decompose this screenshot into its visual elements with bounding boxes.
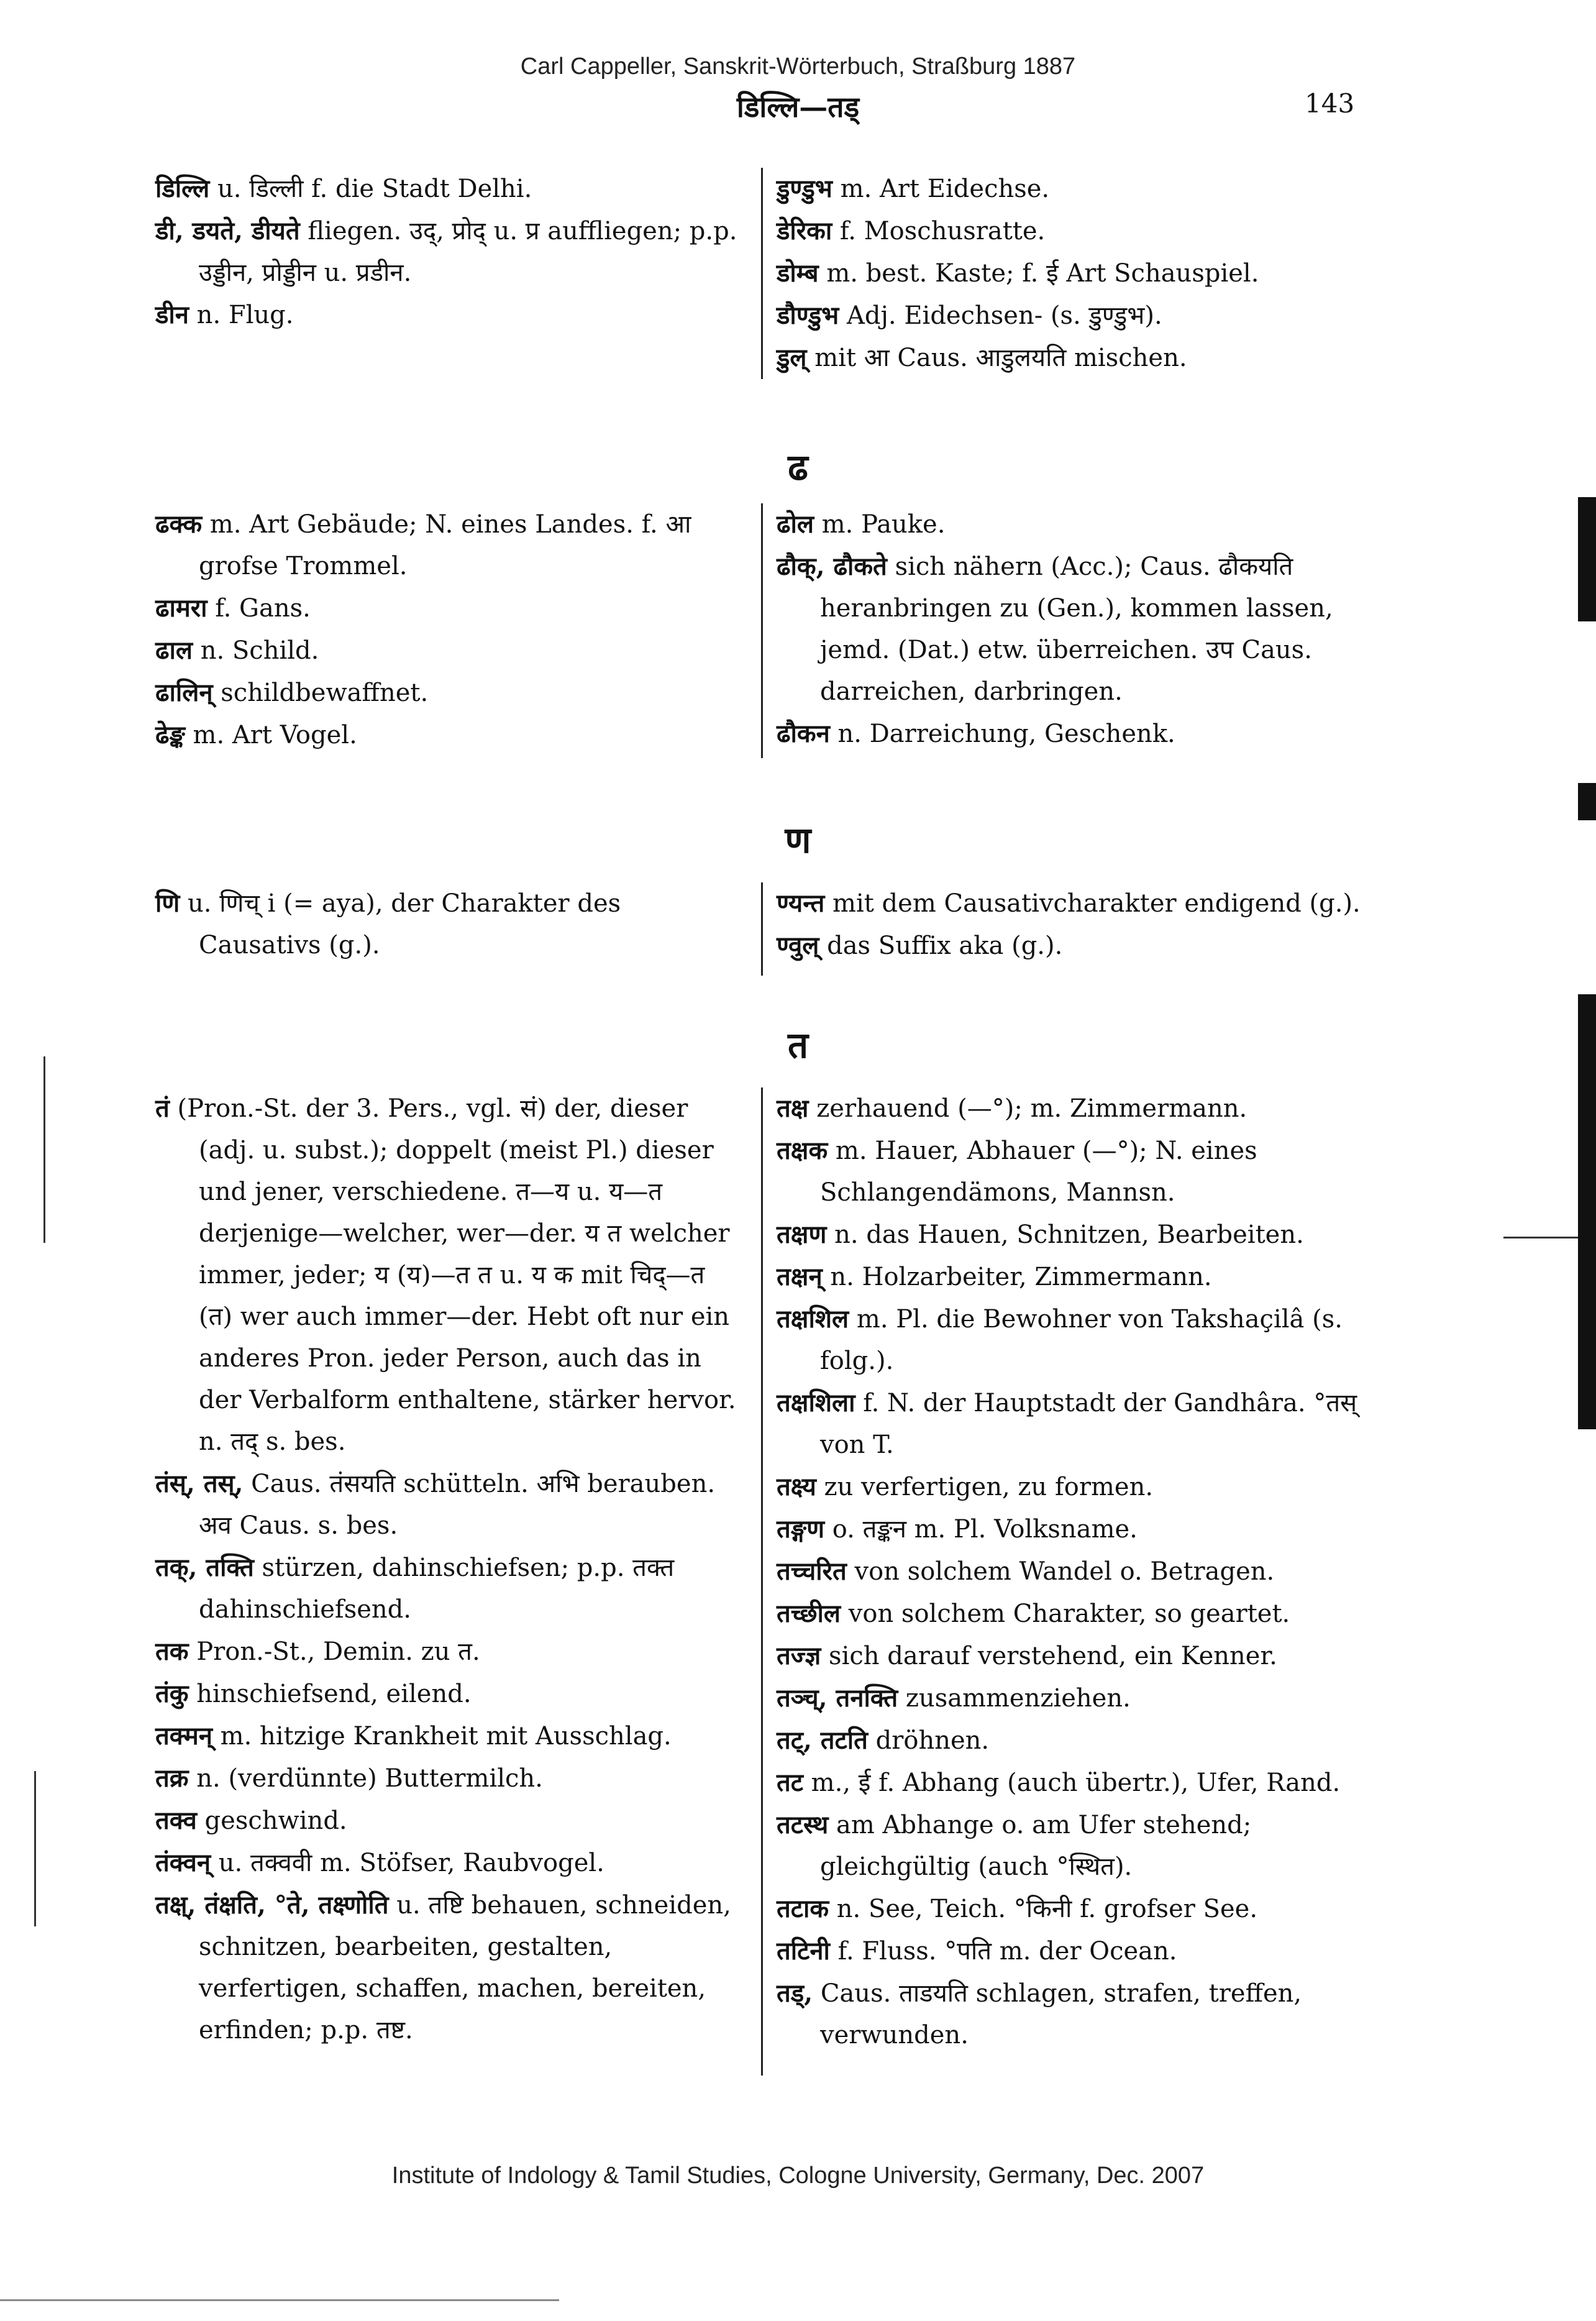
- dictionary-entry: [155, 294, 746, 336]
- dictionary-entry: [777, 210, 1367, 252]
- headword: तक्, तक्ति: [155, 1553, 254, 1582]
- dictionary-entry: [155, 1547, 746, 1631]
- definition: f. Gans.: [207, 594, 311, 623]
- definition: f. Fluss. °पति m. der Ocean.: [829, 1937, 1177, 1966]
- right-column: [777, 882, 1367, 967]
- headword: तंक्वन्: [155, 1848, 211, 1877]
- footer-institution: Institute of Indology & Tamil Studies, Cologne University, Germany, Dec. 2007: [391, 2163, 1205, 2189]
- headword: ढामरा: [155, 593, 207, 623]
- dictionary-entry: [777, 1087, 1367, 1130]
- column-divider: [761, 503, 763, 758]
- definition: m. Pl. die Bewohner von Takshaçilâ (s. folg.).: [820, 1305, 1343, 1375]
- headword: णि: [155, 889, 180, 918]
- definition: mit dem Causativcharakter endigend (g.).: [824, 889, 1361, 918]
- dictionary-entry: [777, 1677, 1367, 1719]
- dictionary-entry: [777, 295, 1367, 337]
- definition: n. Darreichung, Geschenk.: [829, 720, 1175, 748]
- dictionary-entry: [777, 713, 1367, 755]
- section-heading-dha: ढ: [788, 446, 808, 488]
- dictionary-entry: [777, 1130, 1367, 1214]
- definition: u. तष्टि behauen, schneiden, schnitzen, bearbeiten, gestalten, verfertigen, schaffen, machen, bereiten, erfinden; p.p. तष्ट.: [199, 1891, 731, 2044]
- section-heading-nna: ण: [785, 819, 811, 861]
- section-dha: [155, 503, 1367, 764]
- headword: तक्षक: [777, 1136, 828, 1165]
- headword: तक्षशिल: [777, 1304, 849, 1334]
- dictionary-entry: [777, 1298, 1367, 1382]
- headword: डुल्: [777, 343, 807, 372]
- dictionary-entry: [777, 168, 1367, 210]
- headword: तटस्थ: [777, 1810, 829, 1839]
- definition: n. Schild.: [193, 636, 319, 665]
- definition: von solchem Charakter, so geartet.: [841, 1600, 1290, 1628]
- headword: ण्वुल्: [777, 931, 819, 960]
- definition: von solchem Wandel o. Betragen.: [846, 1557, 1275, 1586]
- dictionary-entry: [155, 1631, 746, 1673]
- headword: तक: [155, 1637, 189, 1666]
- definition: m. best. Kaste; f. ई Art Schauspiel.: [818, 259, 1259, 288]
- dictionary-entry: [777, 1930, 1367, 1972]
- definition: n. Holzarbeiter, Zimmermann.: [822, 1263, 1212, 1291]
- definition: n. (verdünnte) Buttermilch.: [188, 1764, 543, 1793]
- dictionary-entry: [155, 168, 746, 210]
- column-divider: [761, 882, 763, 976]
- dictionary-entry: [777, 1256, 1367, 1298]
- dictionary-entry: [777, 882, 1367, 925]
- dictionary-entry: [155, 1463, 746, 1547]
- column-divider: [761, 1087, 763, 2076]
- dictionary-entry: [777, 1550, 1367, 1593]
- dictionary-entry: [155, 714, 746, 756]
- margin-scan-mark: [34, 1771, 36, 1926]
- scan-edge-bar: [1578, 783, 1596, 820]
- definition: geschwind.: [196, 1806, 347, 1835]
- headword: तक्व: [155, 1806, 197, 1835]
- dictionary-entry: [777, 1972, 1367, 2056]
- definition: m. hitzige Krankheit mit Ausschlag.: [212, 1722, 672, 1751]
- section-heading-ta: त: [787, 1024, 809, 1066]
- definition: zerhauend (—°); m. Zimmermann.: [808, 1094, 1247, 1123]
- definition: das Suffix aka (g.).: [819, 932, 1063, 960]
- definition: m. Art Eidechse.: [832, 175, 1050, 203]
- definition: schildbewaffnet.: [212, 679, 429, 707]
- running-head: डिल्लि—तड्: [736, 90, 860, 124]
- definition: sich darauf verstehend, ein Kenner.: [821, 1642, 1277, 1670]
- left-column: [155, 168, 746, 336]
- definition: m. Pauke.: [814, 510, 946, 539]
- dictionary-entry: [777, 1593, 1367, 1635]
- definition: Adj. Eidechsen- (s. डुण्डुभ).: [839, 301, 1162, 330]
- definition: m. Art Gebäude; N. eines Landes. f. आ grofse Trommel.: [199, 510, 691, 580]
- definition: Caus. तंसयति schütteln. अभि berauben. अव Caus. s. bes.: [199, 1470, 716, 1540]
- headword: तक्मन्: [155, 1721, 212, 1751]
- page-number: 143: [1305, 88, 1355, 119]
- definition: sich nähern (Acc.); Caus. ढौकयति heranbringen zu (Gen.), kommen lassen, jemd. (Dat.) etw. überreichen. उप Caus. darreichen, darbringen.: [820, 552, 1333, 706]
- right-column: [777, 1087, 1367, 2056]
- definition: f. N. der Hauptstadt der Gandhâra. °तस् von T.: [820, 1389, 1357, 1459]
- headword: ढौकन: [777, 719, 830, 748]
- definition: Pron.-St., Demin. zu त.: [188, 1637, 480, 1666]
- dictionary-entry: [155, 1757, 746, 1800]
- dictionary-entry: [155, 1800, 746, 1842]
- headword: ढाल: [155, 636, 193, 665]
- headword: डेरिका: [777, 216, 832, 245]
- definition: hinschiefsend, eilend.: [188, 1680, 472, 1708]
- headword: तक्षन्: [777, 1262, 823, 1291]
- headword: तटाक: [777, 1894, 829, 1923]
- right-column: [777, 168, 1367, 379]
- headword: तज्ज्ञ: [777, 1641, 821, 1670]
- headword: तं: [155, 1094, 170, 1123]
- headword: तंकु: [155, 1679, 189, 1708]
- scan-edge-bar: [1578, 497, 1596, 621]
- headword: डौण्डुभ: [777, 301, 839, 330]
- headword: तंस्, तस्,: [155, 1469, 244, 1498]
- dictionary-entry: [155, 1715, 746, 1757]
- headword: तक्षशिला: [777, 1388, 855, 1417]
- definition: m. Art Vogel.: [185, 721, 357, 749]
- headword: तक्ष्य: [777, 1472, 816, 1501]
- definition: am Abhange o. am Ufer stehend; gleichgültig (auch °स्थित).: [820, 1811, 1252, 1881]
- headword: तक्र: [155, 1764, 189, 1793]
- margin-scan-mark: [0, 2299, 559, 2301]
- definition: zu verfertigen, zu formen.: [816, 1473, 1154, 1501]
- headword: तञ्च्, तनक्ति: [777, 1683, 898, 1713]
- left-column: [155, 1087, 746, 2051]
- headword: डिल्लि: [155, 174, 210, 203]
- dictionary-entry: [155, 210, 746, 294]
- definition: mit आ Caus. आडुलयति mischen.: [806, 344, 1187, 372]
- dictionary-entry: [777, 1635, 1367, 1677]
- dictionary-entry: [155, 1673, 746, 1715]
- headword: तङ्गण: [777, 1514, 825, 1544]
- dictionary-entry: [777, 1762, 1367, 1804]
- definition: f. Moschusratte.: [832, 217, 1046, 245]
- dictionary-entry: [777, 1382, 1367, 1466]
- headword: डुण्डुभ: [777, 174, 832, 203]
- dictionary-entry: [155, 1087, 746, 1463]
- dictionary-entry: [777, 1804, 1367, 1888]
- headword: तटिनी: [777, 1936, 830, 1966]
- definition: o. तङ्कन m. Pl. Volksname.: [824, 1515, 1138, 1544]
- section-da: [155, 168, 1367, 391]
- definition: u. डिल्ली f. die Stadt Delhi.: [209, 175, 532, 203]
- headword: ढालिन्: [155, 678, 213, 707]
- headword: डोम्ब: [777, 259, 819, 288]
- scan-edge-bar: [1578, 994, 1596, 1429]
- headword: तच्छील: [777, 1599, 841, 1628]
- headword: तड्,: [777, 1979, 813, 2008]
- dictionary-entry: [777, 503, 1367, 546]
- dictionary-entry: [155, 629, 746, 672]
- dictionary-entry: [155, 1884, 746, 2051]
- headword: ढक्क: [155, 510, 203, 539]
- dictionary-entry: [777, 252, 1367, 295]
- definition: m. Hauer, Abhauer (—°); N. eines Schlangendämons, Mannsn.: [820, 1137, 1257, 1207]
- dictionary-entry: [777, 1719, 1367, 1762]
- definition: stürzen, dahinschiefsen; p.p. तक्त dahinschiefsend.: [199, 1554, 675, 1624]
- section-ta: [155, 1087, 1367, 2082]
- headword: ढोल: [777, 510, 814, 539]
- dictionary-entry: [155, 587, 746, 629]
- definition: (Pron.-St. der 3. Pers., vgl. सं) der, dieser (adj. u. subst.); doppelt (meist Pl.) dieser und jener, verschiedene. त—य u. य—त derjenige—welcher, wer—der. य त welcher immer, jeder; य (य)—त त u. य क mit चिद्—त (त) wer auch immer—der. Hebt oft nur ein anderes Pron. jeder Person, auch das in der Verbalform enthaltene, stärker hervor. n. तद् s. bes.: [169, 1094, 736, 1456]
- definition: dröhnen.: [867, 1726, 990, 1755]
- definition: u. णिच् i (= aya), der Charakter des Causativs (g.).: [180, 889, 621, 959]
- dictionary-entry: [155, 503, 746, 587]
- dictionary-entry: [777, 1888, 1367, 1930]
- headword: ढौक्, ढौकते: [777, 552, 887, 581]
- definition: n. das Hauen, Schnitzen, Bearbeiten.: [826, 1220, 1304, 1249]
- definition: n. See, Teich. °किनी f. grofser See.: [829, 1895, 1258, 1923]
- definition: u. तक्ववी m. Stöfser, Raubvogel.: [211, 1849, 604, 1877]
- dictionary-entry: [777, 1466, 1367, 1508]
- headword: तक्षण: [777, 1220, 827, 1249]
- dictionary-entry: [777, 1508, 1367, 1550]
- headword: तक्ष: [777, 1094, 809, 1123]
- definition: fliegen. उद्, प्रोद् u. प्र auffliegen; p.p. उड्डीन, प्रोड्डीन u. प्रडीन.: [199, 217, 737, 287]
- column-divider: [761, 168, 763, 379]
- dictionary-entry: [777, 337, 1367, 379]
- left-column: [155, 503, 746, 756]
- dictionary-entry: [777, 925, 1367, 967]
- definition: Caus. ताडयति schlagen, strafen, treffen, verwunden.: [813, 1979, 1302, 2049]
- header-source: Carl Cappeller, Sanskrit-Wörterbuch, Straßburg 1887: [520, 53, 1076, 80]
- headword: ढेङ्क: [155, 720, 185, 749]
- dictionary-entry: [155, 1842, 746, 1884]
- definition: m., ई f. Abhang (auch übertr.), Ufer, Rand.: [803, 1769, 1341, 1797]
- dictionary-entry: [155, 672, 746, 714]
- headword: तक्ष्, तंक्षति, °ते, तक्ष्णोति: [155, 1890, 389, 1920]
- headword: डी, डयते, डीयते: [155, 216, 300, 245]
- section-nna: [155, 882, 1367, 982]
- margin-scan-mark: [43, 1056, 45, 1243]
- margin-scan-mark: [1503, 1237, 1578, 1238]
- definition: n. Flug.: [188, 301, 294, 329]
- headword: तट्, तटति: [777, 1726, 868, 1755]
- right-column: [777, 503, 1367, 755]
- headword: ण्यन्त: [777, 889, 825, 918]
- headword: तट: [777, 1768, 803, 1797]
- headword: तच्चरित: [777, 1557, 847, 1586]
- dictionary-entry: [777, 1214, 1367, 1256]
- definition: zusammenziehen.: [898, 1684, 1131, 1713]
- dictionary-entry: [155, 882, 746, 966]
- headword: डीन: [155, 300, 189, 329]
- dictionary-entry: [777, 546, 1367, 713]
- left-column: [155, 882, 746, 966]
